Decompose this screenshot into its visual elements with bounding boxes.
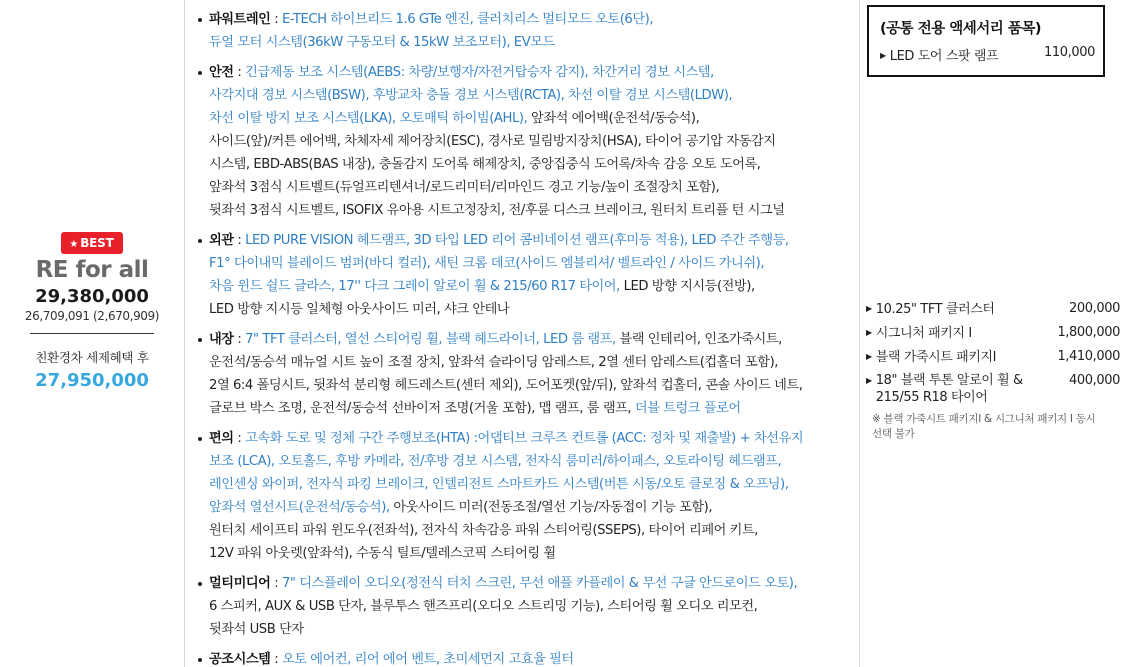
- spec-text: 뒷좌석 3점식 시트벨트, ISOFIX 유아용 시트고정장치, 전/후륜 디스크 브레이크, 원터치 트리플 턴 시그널: [209, 203, 785, 218]
- spec-item: [197, 328, 852, 420]
- option-price: 400,000: [1069, 373, 1120, 388]
- spec-text: 더블 트렁크 플로어: [634, 401, 741, 416]
- spec-text: LED 방향 지시등 일체형 아웃사이드 미러, 샤크 안테나: [209, 302, 510, 317]
- option-price: 1,800,000: [1057, 325, 1120, 340]
- accessory-item-price: 110,000: [1044, 45, 1095, 60]
- spec-text: 레인센싱 와이퍼, 전자식 파킹 브레이크, 인텔리전트 스마트카드 시스템(버튼 시동/오토 클로징 & 오프닝),: [209, 477, 789, 492]
- divider: [30, 333, 154, 334]
- option-item: [866, 348, 1120, 366]
- spec-item: [197, 648, 852, 667]
- spec-text: 뒷좌석 USB 단자: [209, 622, 304, 637]
- spec-category-label: 외관: [209, 233, 234, 248]
- spec-column: [184, 0, 860, 667]
- spec-text: 아웃사이드 미러(전동조절/열선 기능/자동접이 기능 포함),: [393, 500, 713, 515]
- best-badge: [61, 232, 122, 254]
- spec-text: 7" 디스플레이 오디오(정전식 터치 스크린, 무선 애플 카플레이 & 무선 구글 안드로이드 오토),: [281, 576, 798, 591]
- spec-text: 글로브 박스 조명, 운전석/동승석 선바이저 조명(거울 포함), 맵 램프, 룸 램프,: [209, 401, 635, 416]
- tax-benefit-label: 친환경차 세제혜택 후: [35, 350, 149, 365]
- spec-text: 앞좌석 에어백(운전석/동승석),: [531, 111, 700, 126]
- accessory-title: (공통 전용 액세서리 품목): [880, 21, 1041, 37]
- option-price: 200,000: [1069, 301, 1120, 316]
- best-badge-label: BEST: [80, 236, 114, 250]
- option-name: 10.25" TFT 클러스터: [875, 302, 995, 317]
- spec-item: [197, 61, 852, 222]
- spec-separator: :: [233, 332, 246, 347]
- spec-text: 앞좌석 3점식 시트벨트(듀얼프리텐셔너/로드리미터/리마인드 경고 기능/높이 조절장치 포함),: [209, 180, 720, 195]
- spec-text: 사각지대 경보 시스템(BSW), 후방교차 충돌 경보 시스템(RCTA), 차선 이탈 경보 시스템(LDW),: [209, 88, 733, 103]
- option-item: [866, 300, 1120, 318]
- spec-category-label: 공조시스템: [209, 652, 271, 667]
- option-name: 시그니처 패키지 Ⅰ: [875, 326, 972, 341]
- option-price: 1,410,000: [1057, 349, 1120, 364]
- accessory-box: [867, 5, 1105, 77]
- spec-text: 2열 6:4 폴딩시트, 뒷좌석 분리형 헤드레스트(센터 제외), 도어포켓(앞/뒤), 앞좌석 컵홀더, 콘솔 사이드 네트,: [209, 378, 803, 393]
- spec-separator: :: [270, 652, 282, 667]
- spec-separator: :: [233, 65, 246, 80]
- tax-benefit-price: 27,950,000: [35, 370, 149, 391]
- spec-separator: :: [270, 576, 282, 591]
- spec-item: [197, 8, 852, 54]
- option-name: 18" 블랙 투톤 알로이 휠 & 215/55 R18 타이어: [875, 373, 1023, 405]
- option-name: 블랙 가죽시트 패키지Ⅰ: [875, 350, 997, 365]
- option-item: [866, 372, 1120, 406]
- spec-text: 운전석/동승석 매뉴얼 시트 높이 조절 장치, 앞좌석 슬라이딩 암레스트, 2열 센터 암레스트(컵홀더 포함),: [209, 355, 779, 370]
- triangle-bullet-icon: ▶: [866, 352, 872, 361]
- triangle-bullet-icon: ▶: [866, 328, 872, 337]
- spec-item: [197, 229, 852, 321]
- spec-text: 긴급제동 보조 시스템(AEBS: 차량/보행자/자전거탑승자 감지), 차간거리 경보 시스템,: [245, 65, 714, 80]
- spec-text: 오토 에어컨, 리어 에어 벤트, 초미세먼지 고효율 필터: [281, 652, 574, 667]
- trim-name: RE for all: [35, 257, 149, 283]
- triangle-bullet-icon: ▶: [880, 51, 886, 60]
- spec-text: 듀얼 모터 시스템(36kW 구동모터 & 15kW 보조모터), EV모드: [209, 35, 555, 50]
- spec-text: E-TECH 하이브리드 1.6 GTe 엔진, 클러치리스 멀티모드 오토(6단),: [281, 12, 654, 27]
- spec-item: [197, 427, 852, 565]
- spec-text: F1° 다이내믹 블레이드 범퍼(바디 컬러), 새틴 크롬 데코(사이드 엠블리셔/ 벨트라인 / 사이드 가니쉬),: [209, 256, 765, 271]
- spec-category-label: 파워트레인: [209, 12, 271, 27]
- triangle-bullet-icon: ▶: [866, 304, 872, 313]
- spec-item: [197, 572, 852, 641]
- trim-column: [0, 0, 184, 667]
- spec-text: 차음 윈드 쉴드 글라스, 17'' 다크 그레이 알로이 휠 & 215/60 R17 타이어,: [209, 279, 624, 294]
- spec-text: 시스템, EBD-ABS(BAS 내장), 충돌감지 도어록 해제장치, 중앙집중식 도어록/차속 감응 오토 도어록,: [209, 157, 761, 172]
- spec-separator: :: [270, 12, 282, 27]
- spec-list: [197, 8, 852, 667]
- star-icon: ★: [69, 239, 79, 250]
- spec-category-label: 편의: [209, 431, 234, 446]
- spec-text: LED PURE VISION 헤드램프, 3D 타입 LED 리어 콤비네이션 램프(후미등 적용), LED 주간 주행등,: [245, 233, 789, 248]
- spec-text: 보조 (LCA), 오토홀드, 후방 카메라, 전/후방 경보 시스템, 전자식 룸미러/하이패스, 오토라이팅 헤드램프,: [209, 454, 782, 469]
- accessory-item: [880, 45, 1095, 64]
- spec-category-label: 안전: [209, 65, 234, 80]
- spec-separator: :: [233, 233, 246, 248]
- trim-summary: [0, 232, 184, 391]
- spec-text: 사이드(앞)/커튼 에어백, 차체자세 제어장치(ESC), 경사로 밀림방지장치(HSA), 타이어 공기압 자동감지: [209, 134, 776, 149]
- triangle-bullet-icon: ▶: [866, 376, 872, 385]
- spec-text: 원터치 세이프티 파워 윈도우(전좌석), 전자식 차속감응 파워 스티어링(SSEPS), 타이어 리페어 키트,: [209, 523, 758, 538]
- spec-text: 블랙 인테리어, 인조가죽시트,: [619, 332, 782, 347]
- trim-price: 29,380,000: [35, 286, 149, 307]
- spec-category-label: 내장: [209, 332, 234, 347]
- spec-text: 6 스피커, AUX & USB 단자, 블루투스 핸즈프리(오디오 스트리밍 기능), 스티어링 휠 오디오 리모컨,: [209, 599, 758, 614]
- accessory-item-name: LED 도어 스팟 램프: [889, 49, 999, 64]
- option-column: [860, 0, 1126, 667]
- spec-text: 12V 파워 아웃렛(앞좌석), 수동식 틸트/텔레스코픽 스티어링 휠: [209, 546, 556, 561]
- option-list: [866, 300, 1120, 442]
- option-item: [866, 324, 1120, 342]
- spec-text: 7" TFT 클러스터, 열선 스티어링 휠, 블랙 헤드라이너, LED 룸 램프,: [245, 332, 620, 347]
- option-note: ※ 블랙 가죽시트 패키지Ⅰ & 시그니처 패키지 Ⅰ 동시 선택 불가: [872, 413, 1096, 440]
- spec-text: 앞좌석 열선시트(운전석/동승석),: [209, 500, 394, 515]
- spec-text: 고속화 도로 및 정체 구간 주행보조(HTA) :어댑티브 크루즈 컨트롤 (ACC: 정차 및 재출발) + 차선유지: [245, 431, 804, 446]
- spec-category-label: 멀티미디어: [209, 576, 271, 591]
- spec-text: LED 방향 지시등(전방),: [623, 279, 755, 294]
- spec-separator: :: [233, 431, 246, 446]
- trim-price-breakdown: 26,709,091 (2,670,909): [24, 309, 160, 323]
- spec-text: 차선 이탈 방지 보조 시스템(LKA), 오토매틱 하이빔(AHL),: [209, 111, 532, 126]
